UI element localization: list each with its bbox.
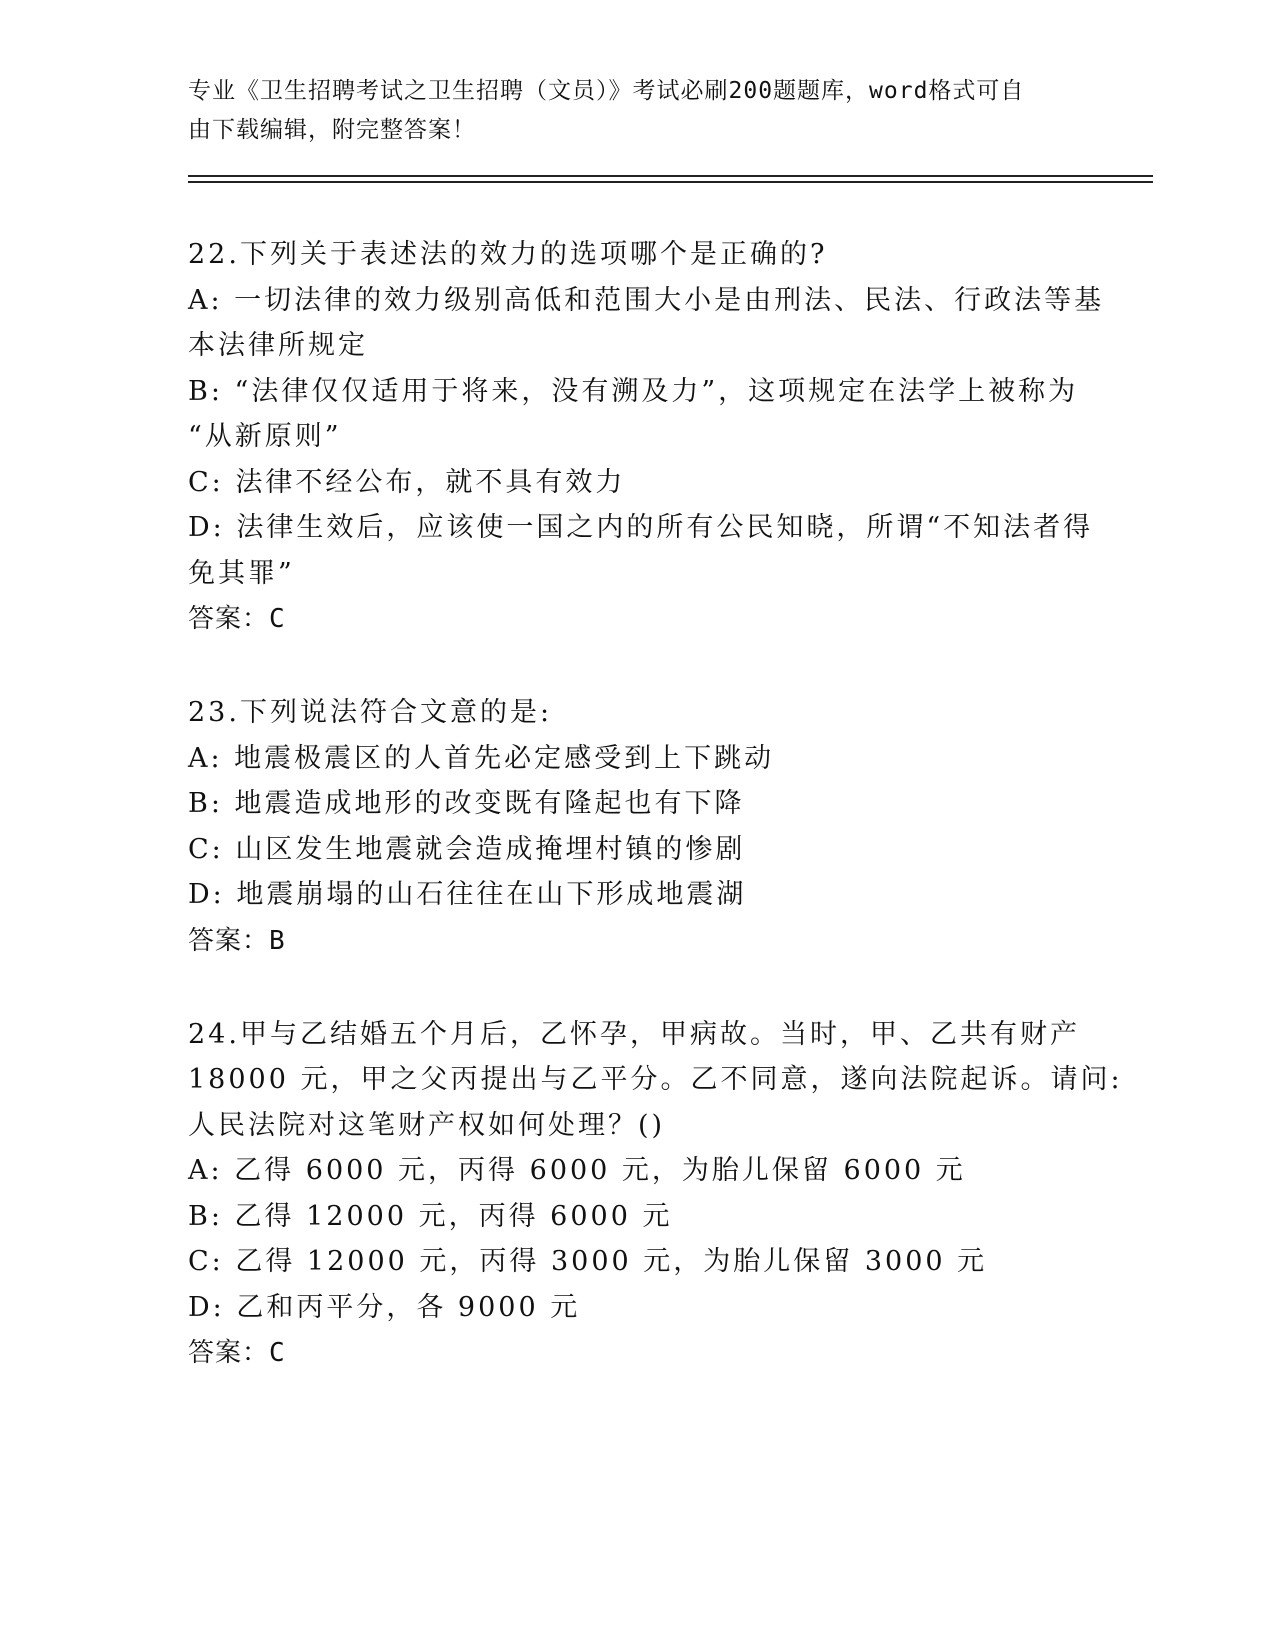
question-23 bbox=[188, 690, 1088, 964]
option-d: D: 地震崩塌的山石往往在山下形成地震湖 bbox=[188, 879, 747, 910]
answer-line: 答案：B bbox=[188, 925, 286, 956]
answer-line: 答案：C bbox=[188, 604, 286, 634]
option-a: A: 乙得 6000 元，丙得 6000 元，为胎儿保留 6000 元 bbox=[188, 1155, 966, 1186]
option-a-line-1: A: 一切法律的效力级别高低和范围大小是由刑法、民法、行政法等基 bbox=[188, 284, 1105, 316]
option-b: B: 乙得 12000 元，丙得 6000 元 bbox=[188, 1200, 673, 1232]
question-stem-line-1: 24.甲与乙结婚五个月后，乙怀孕，甲病故。当时，甲、乙共有财产 bbox=[188, 1018, 1080, 1050]
question-stem: 23.下列说法符合文意的是: bbox=[188, 697, 553, 728]
option-d: D: 乙和丙平分，各 9000 元 bbox=[188, 1291, 581, 1323]
question-stem-line-2: 18000 元，甲之父丙提出与乙平分。乙不同意，遂向法院起诉。请问: bbox=[188, 1064, 1123, 1095]
question-stem-line-3: 人民法院对这笔财产权如何处理？() bbox=[188, 1109, 666, 1141]
header-divider-top bbox=[188, 175, 1153, 177]
option-d-line-2: 免其罪” bbox=[188, 557, 295, 589]
option-c: C: 山区发生地震就会造成掩埋村镇的惨剧 bbox=[188, 833, 746, 865]
header-divider-bottom bbox=[188, 181, 1153, 183]
header-line-1: 专业《卫生招聘考试之卫生招聘（文员）》考试必刷200题题库，word格式可自 bbox=[188, 78, 1025, 104]
answer-line: 答案：C bbox=[188, 1338, 286, 1368]
option-d-line-1: D: 法律生效后，应该使一国之内的所有公民知晓，所谓“不知法者得 bbox=[188, 512, 1094, 543]
option-a-line-2: 本法律所规定 bbox=[188, 330, 368, 361]
option-a: A: 地震极震区的人首先必定感受到上下跳动 bbox=[188, 742, 775, 774]
question-24 bbox=[188, 1012, 1123, 1377]
option-c: C: 乙得 12000 元，丙得 3000 元，为胎儿保留 3000 元 bbox=[188, 1246, 988, 1277]
option-b-line-1: B: “法律仅仅适用于将来，没有溯及力”，这项规定在法学上被称为 bbox=[188, 375, 1079, 407]
header-line-2: 由下载编辑，附完整答案！ bbox=[188, 117, 476, 143]
question-22 bbox=[188, 232, 1105, 642]
document-header bbox=[188, 72, 1088, 150]
question-list bbox=[188, 232, 1123, 1424]
option-c: C: 法律不经公布，就不具有效力 bbox=[188, 466, 626, 498]
question-stem: 22.下列关于表述法的效力的选项哪个是正确的? bbox=[188, 239, 828, 270]
option-b-line-2: “从新原则” bbox=[188, 421, 342, 452]
option-b: B: 地震造成地形的改变既有隆起也有下降 bbox=[188, 788, 745, 819]
